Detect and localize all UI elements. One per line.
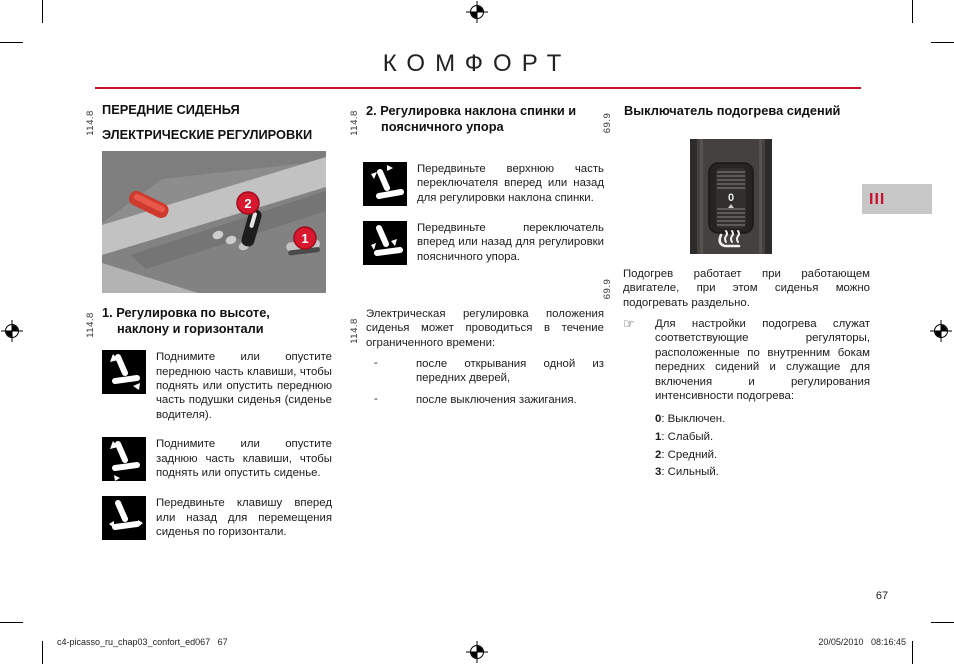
seat-front-cushion-icon bbox=[102, 350, 146, 394]
instruction-text: Поднимите или опустите заднюю часть клавиши, чтобы поднять или опустить сиденье. bbox=[156, 438, 332, 479]
heading-line: ПЕРЕДНИЕ СИДЕНЬЯ bbox=[102, 102, 240, 117]
note-text: Электрическая регулировка положения сиденья может проводиться в течение ограниченного времени: bbox=[366, 307, 604, 349]
level-label: : Слабый. bbox=[661, 430, 714, 443]
instruction-text: Передвиньте верхнюю часть переключателя вперед или назад для регулировки наклона спинки. bbox=[417, 162, 604, 204]
heating-level bbox=[655, 411, 870, 429]
title-rule bbox=[95, 87, 861, 89]
heating-paragraph: Подогрев работает при работающем двигателе, при этом сиденья можно подогревать раздельно. bbox=[623, 267, 870, 309]
instruction-text: Поднимите или опустите переднюю часть клавиши, чтобы поднять или опустить переднюю часть подушки сиденья (сиденье водителя). bbox=[156, 351, 332, 421]
crop-mark bbox=[931, 622, 954, 623]
page-ref: 114.8 bbox=[85, 110, 96, 136]
backrest-tilt-icon bbox=[363, 162, 407, 206]
page-ref: 114.8 bbox=[349, 318, 360, 344]
timing-note bbox=[350, 307, 604, 407]
pointing-hand-icon: ☞ bbox=[623, 316, 635, 332]
heading-line: 2. Регулировка наклона спинки и bbox=[366, 103, 577, 118]
bullet-item bbox=[374, 357, 604, 386]
level-key: 3 bbox=[655, 466, 662, 479]
heating-level bbox=[655, 447, 870, 465]
registration-mark bbox=[466, 1, 488, 23]
registration-mark bbox=[1, 320, 23, 342]
heading-line: 1. Регулировка по высоте, bbox=[102, 305, 270, 321]
hand-note bbox=[623, 317, 870, 403]
footer-timestamp: 20/05/2010 08:16:45 bbox=[818, 637, 906, 647]
section-heading-backrest bbox=[350, 103, 604, 135]
heating-level bbox=[655, 464, 870, 482]
instruction-row bbox=[102, 437, 332, 481]
instruction-row bbox=[102, 496, 332, 540]
page-ref: 114.8 bbox=[85, 312, 96, 339]
section-heading-heating bbox=[608, 103, 870, 119]
footer-filename: c4-picasso_ru_chap03_confort_ed067 67 bbox=[57, 637, 228, 647]
level-key: 2 bbox=[655, 448, 662, 461]
heating-note bbox=[602, 267, 870, 310]
heating-levels bbox=[655, 411, 870, 482]
crop-mark bbox=[42, 0, 43, 23]
instruction-row bbox=[363, 221, 604, 265]
page-ref: 69.9 bbox=[602, 278, 613, 300]
level-label: : Средний. bbox=[661, 448, 718, 461]
heading-line: ЭЛЕКТРИЧЕСКИЕ РЕГУЛИРОВКИ bbox=[102, 126, 313, 142]
marker-2-label: 2 bbox=[244, 196, 252, 212]
column-front-seats bbox=[86, 103, 332, 555]
chapter-tab-label: III bbox=[869, 191, 886, 208]
section-heading-front-seats bbox=[86, 103, 332, 142]
lumbar-support-icon bbox=[363, 221, 407, 265]
heading-line: Выключатель подогрева сидений bbox=[624, 103, 841, 118]
page-ref: 114.8 bbox=[349, 110, 360, 136]
seat-controls-photo bbox=[102, 151, 326, 293]
dash-bullet: - bbox=[374, 357, 378, 370]
bullet-text: после выключения зажигания. bbox=[416, 393, 577, 406]
instruction-text: Передвиньте переключатель вперед или назад для регулировки поясничного упора. bbox=[417, 221, 604, 263]
level-label: : Сильный. bbox=[661, 466, 719, 479]
crop-mark bbox=[912, 0, 913, 23]
switch-position-label: 0 bbox=[727, 191, 735, 204]
chapter-tab bbox=[862, 184, 932, 214]
bullet-text: после открывания одной из передних дверей, bbox=[416, 358, 604, 385]
level-key: 1 bbox=[655, 430, 662, 443]
instruction-text: Передвиньте клавишу вперед или назад для перемещения сиденья по горизонтали. bbox=[156, 497, 332, 538]
page-ref: 69.9 bbox=[602, 112, 613, 134]
subheading-height-adjust bbox=[86, 305, 332, 337]
heater-switch-photo bbox=[690, 139, 772, 254]
level-label: : Выключен. bbox=[661, 413, 726, 426]
crop-mark bbox=[0, 622, 23, 623]
bullet-item bbox=[374, 393, 604, 407]
heading-line: поясничного упора bbox=[381, 118, 504, 134]
page-title: КОМФОРТ bbox=[382, 50, 572, 77]
registration-mark bbox=[930, 320, 952, 342]
crop-mark bbox=[42, 641, 43, 664]
heading-line: наклону и горизонтали bbox=[117, 321, 264, 337]
seat-slide-icon bbox=[102, 496, 146, 540]
registration-mark bbox=[466, 641, 488, 663]
column-seat-heating bbox=[602, 103, 870, 482]
instruction-row bbox=[363, 162, 604, 206]
column-backrest-adjust bbox=[350, 103, 604, 407]
crop-mark bbox=[0, 42, 23, 43]
dash-bullet: - bbox=[374, 392, 378, 405]
instruction-row bbox=[102, 350, 332, 422]
level-key: 0 bbox=[655, 413, 662, 426]
crop-mark bbox=[912, 641, 913, 664]
crop-mark bbox=[931, 42, 954, 43]
seat-lift-icon bbox=[102, 437, 146, 481]
hand-note-text: Для настройки подогрева служат соответствующие регуляторы, расположенные по внутренним бокам передних сидений и служащие для включения и регулирования интенсивности подогрева: bbox=[655, 318, 870, 402]
marker-1-label: 1 bbox=[301, 231, 309, 247]
page-number: 67 bbox=[875, 590, 889, 602]
heating-level bbox=[655, 429, 870, 447]
